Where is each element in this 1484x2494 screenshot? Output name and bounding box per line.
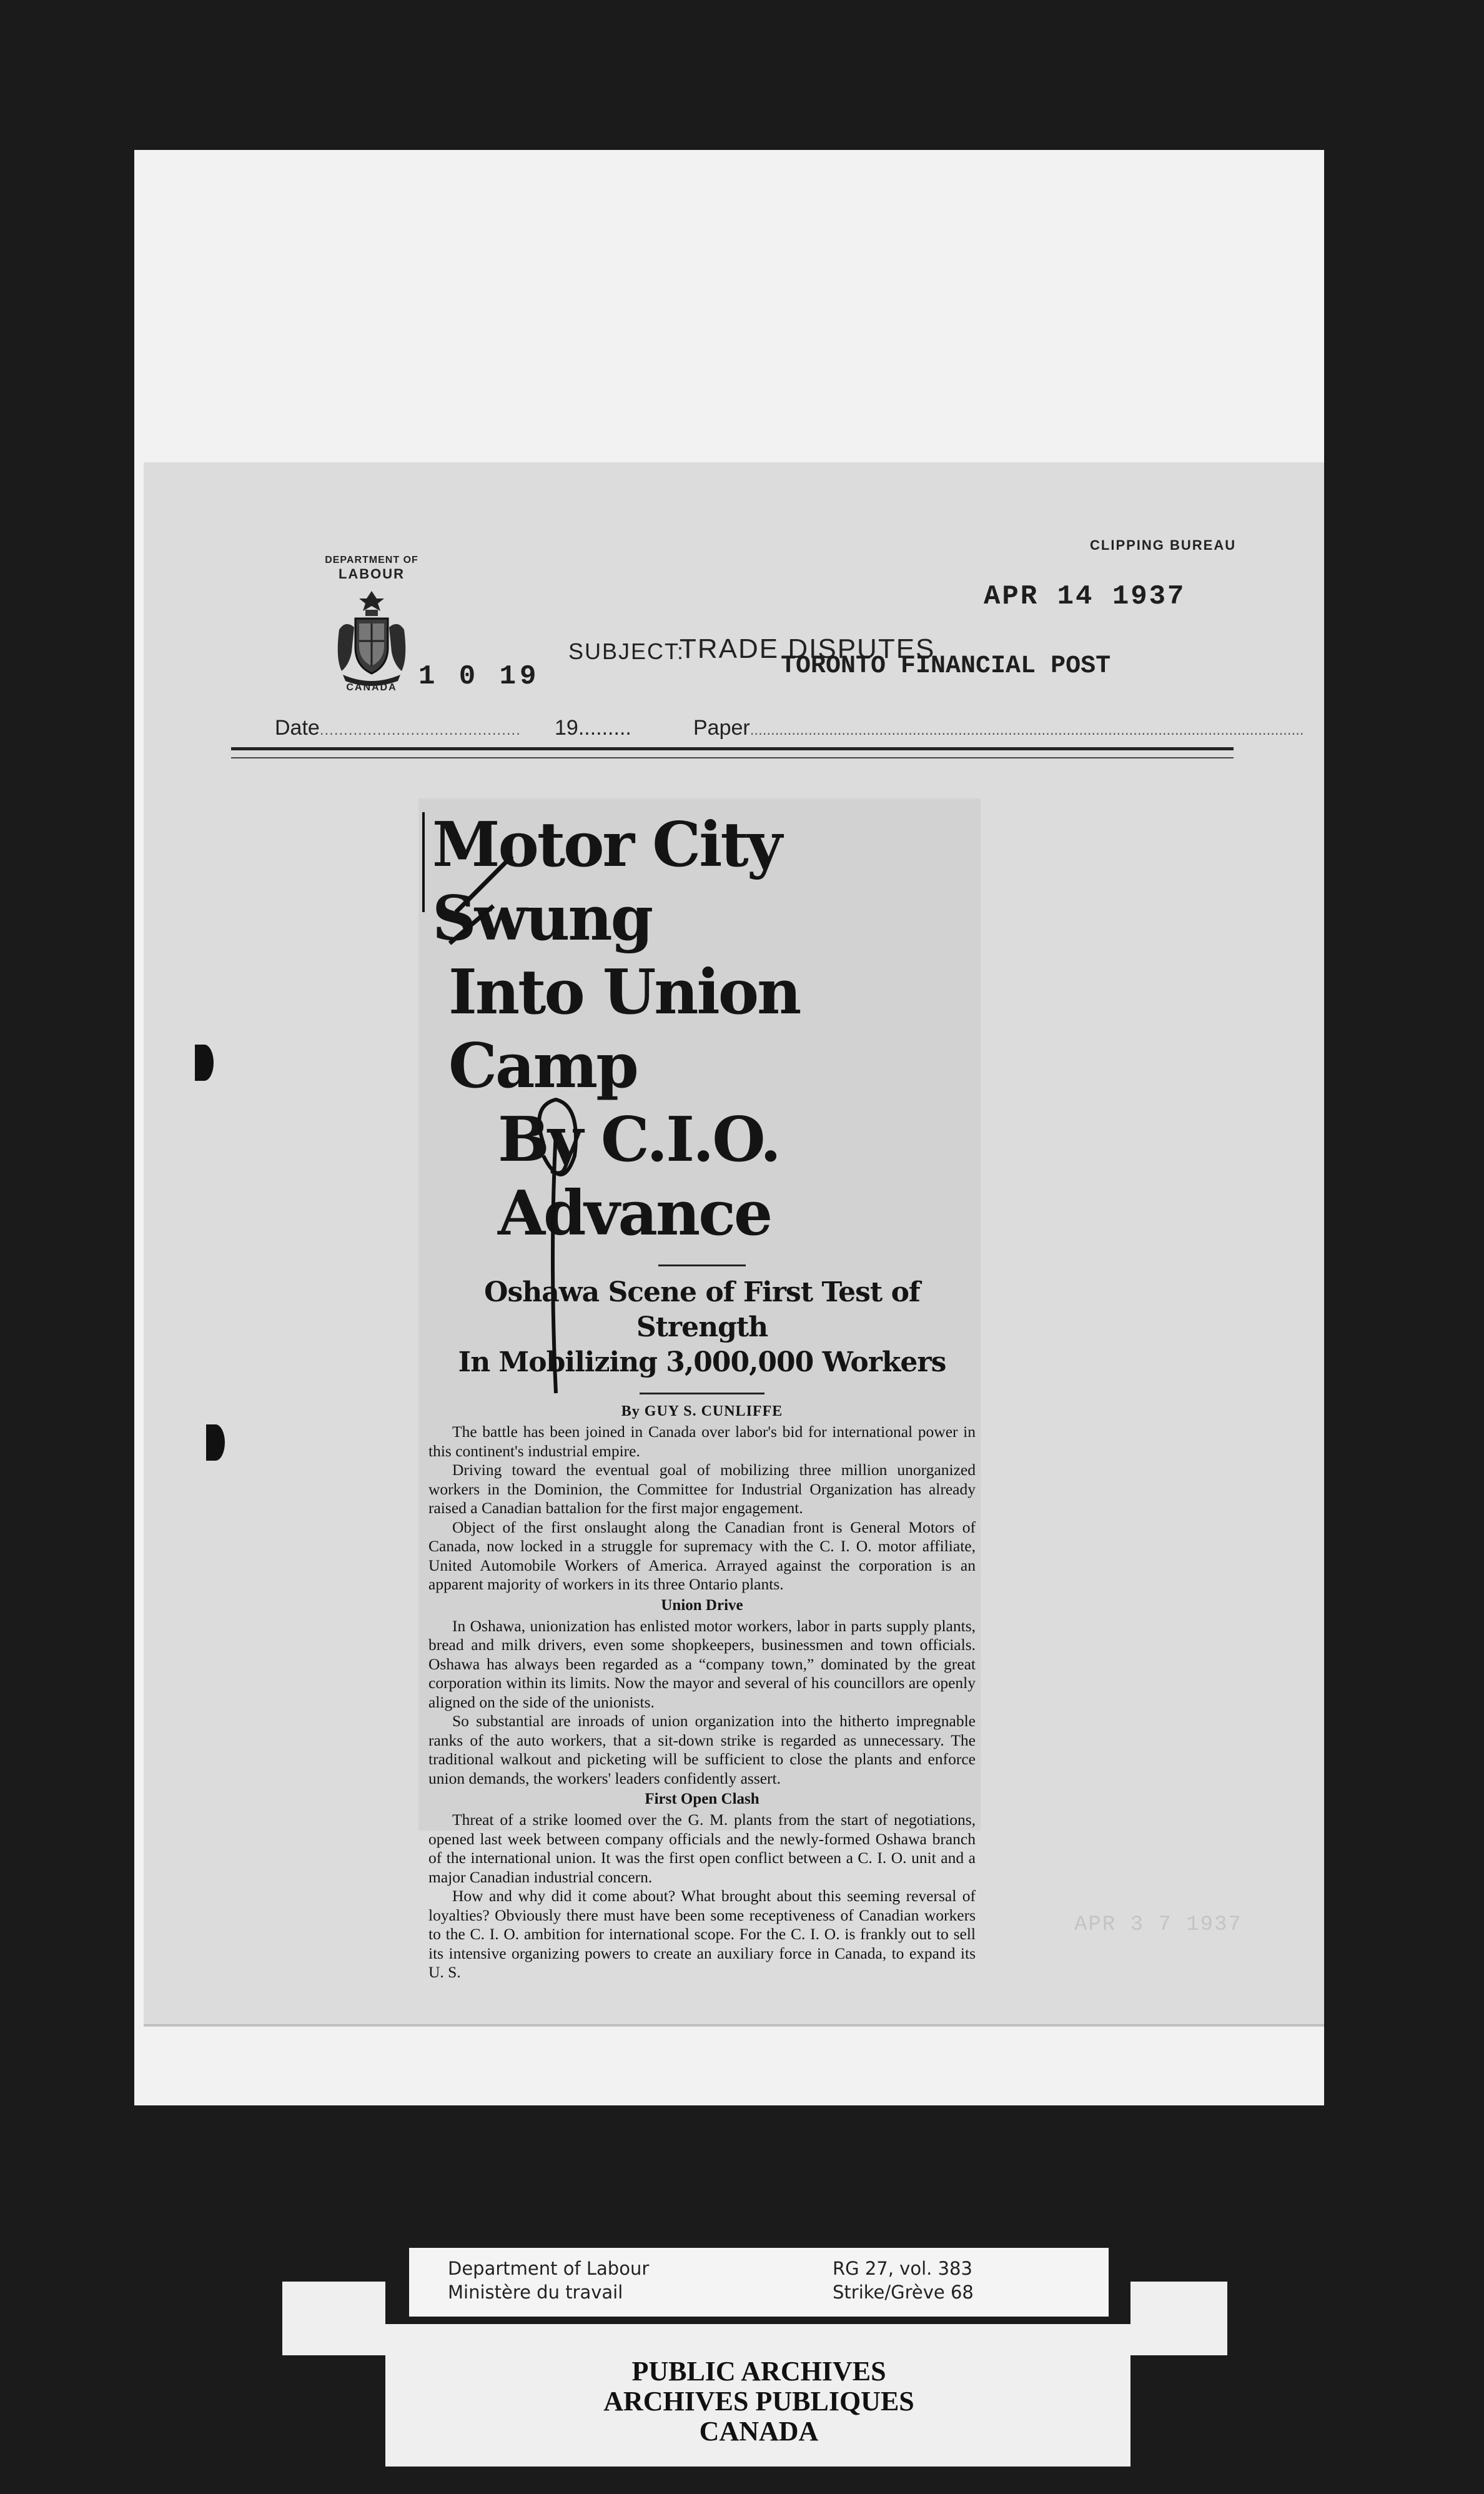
header-rule-thin <box>231 757 1234 758</box>
archives-line2: ARCHIVES PUBLIQUES <box>603 2386 914 2417</box>
date-field <box>275 716 521 740</box>
deck-line2: In Mobilizing 3,000,000 Workers <box>458 1346 946 1378</box>
headline-divider <box>658 1264 746 1266</box>
deck-divider <box>640 1393 764 1394</box>
headline-line1: Motor City Swung <box>432 809 781 955</box>
article-body <box>428 1423 976 1982</box>
card-strike-number: Strike/Grève 68 <box>833 2282 974 2303</box>
labour-label: LABOUR <box>338 566 405 582</box>
subject-value: TRADE DISPUTES <box>680 633 936 664</box>
card-department-fr: Ministère du travail <box>448 2282 623 2303</box>
archives-line1: PUBLIC ARCHIVES <box>631 2356 886 2387</box>
paragraph: In Oshawa, unionization has enlisted motor workers, labor in parts supply plants, bread and milk drivers, even some shopkeepers, businessmen and town officials. Oshawa has always been regarded as a “company town,” dominated by the great corporation within its limits. Now the mayor and several of his councillors are openly aligned on the side of the unionists. <box>428 1616 976 1711</box>
paragraph: Driving toward the eventual goal of mobilizing three million unorganized workers in the Dominion, the Committee for Industrial Organization has already raised a Canadian battalion for the first major engagement. <box>428 1461 976 1517</box>
received-number-stamp: 1 0 19 <box>418 661 540 692</box>
canada-label: CANADA <box>346 682 397 693</box>
clipping-column-rule <box>422 812 425 912</box>
paragraph: So substantial are inroads of union organization into the hitherto impregnable ranks of the auto workers, that a sit-down strike is regarded as unnecessary. The traditional walkout and picketing will be sufficient to close the plants and enforce union demands, the workers' leaders confidently assert. <box>428 1712 976 1787</box>
punch-hole-lower <box>206 1424 225 1461</box>
archive-tab-left <box>282 2282 385 2355</box>
card-reference <box>833 2257 974 2304</box>
archive-reference-card <box>409 2248 1109 2317</box>
archive-tab-right <box>1130 2282 1227 2355</box>
article-deck <box>428 1275 976 1380</box>
paragraph: Object of the first onslaught along the Canadian front is General Motors of Canada, now locked in a struggle for supremacy with the C. I. O. motor affiliate, United Automobile Workers of America. Arrayed against the corporation is an apparent majority of workers in its three Ontario plants. <box>428 1518 976 1593</box>
paper-field <box>693 716 1304 740</box>
headline-line3: By C.I.O. Advance <box>498 1104 779 1249</box>
card-record-group: RG 27, vol. 383 <box>833 2258 972 2279</box>
card-department-en: Department of Labour <box>448 2258 650 2279</box>
sheet-fold-line <box>144 2024 1324 2025</box>
paper-name-stamp: TORONTO FINANCIAL POST <box>781 652 1111 680</box>
card-department <box>448 2257 649 2304</box>
paragraph: Threat of a strike loomed over the G. M. plants from the start of negotiations, opened last week between company officials and the newly-formed Oshawa branch of the international union. It was the first open conflict between a C. I. O. unit and a major Canadian industrial concern. <box>428 1811 976 1886</box>
coat-of-arms-icon <box>334 586 409 686</box>
faint-date-stamp: APR 3 7 1937 <box>1074 1913 1242 1937</box>
subhead-first-open-clash: First Open Clash <box>645 1791 759 1807</box>
archives-line3: CANADA <box>699 2416 819 2447</box>
department-label: DEPARTMENT OF <box>325 555 418 565</box>
paragraph: How and why did it come about? What brought about this seeming reversal of loyalties? Obviously there must have been some receptiveness of Canadian workers to the C. I. O. ambition for international scope. For the C. I. O. is frankly out to sell its intensive organizing powers to create an auxiliary force in Canada, to expand its U. S. <box>428 1887 976 1981</box>
article-byline: By GUY S. CUNLIFFE <box>621 1403 783 1419</box>
paper-dots: ..................................................................................................................................... <box>749 722 1304 738</box>
clipping-bureau-label: CLIPPING BUREAU <box>1090 537 1237 553</box>
date-label: Date <box>275 716 320 740</box>
public-archives-label <box>409 2357 1109 2447</box>
year-field: 19......... <box>555 716 631 740</box>
paragraph: The battle has been joined in Canada over labor's bid for international power in this continent's industrial empire. <box>428 1423 976 1460</box>
header-rule-thick <box>231 747 1234 750</box>
date-stamp: APR 14 1937 <box>984 581 1186 612</box>
article-headline <box>428 808 976 1251</box>
deck-line1: Oshawa Scene of First Test of Strength <box>484 1276 920 1343</box>
subject-label: SUBJECT: <box>568 638 685 664</box>
paper-label: Paper <box>693 716 750 740</box>
punch-hole-upper <box>195 1045 214 1081</box>
subhead-union-drive: Union Drive <box>661 1596 743 1614</box>
headline-line2: Into Union Camp <box>448 956 800 1102</box>
newspaper-clipping <box>418 798 981 1981</box>
date-dots: .......................................... <box>319 722 521 738</box>
